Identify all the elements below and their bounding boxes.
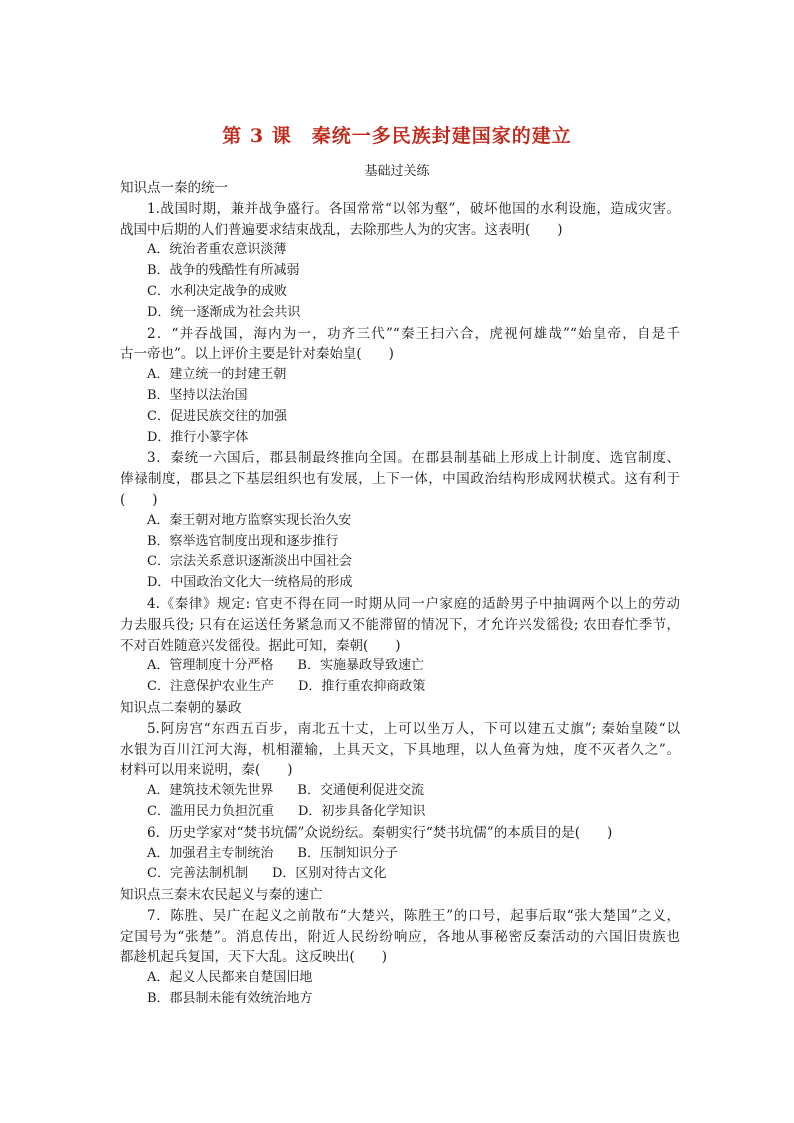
question-text: 材料可以用来说明，秦( ) <box>120 762 293 779</box>
option-a: A．建立统一的封建王朝 <box>147 367 287 383</box>
question-text: 6．历史学家对“焚书坑儒”众说纷纭。秦朝实行“焚书坑儒”的本质目的是( ) <box>147 824 613 841</box>
option-c: C．促进民族交往的加强 <box>147 408 287 424</box>
question-text: 古一帝也”。以上评价主要是针对秦始皇( ) <box>120 346 394 363</box>
question-text: 都趁机起兵复国，天下大乱。这反映出( ) <box>120 949 388 966</box>
option-row <box>120 802 680 823</box>
option-row <box>120 844 680 865</box>
option-row <box>120 677 680 698</box>
option-row <box>120 864 680 885</box>
question-text: 不对百姓随意兴发徭役。据此可知，秦朝( ) <box>120 637 401 654</box>
option-b: B．压制知识分子 <box>297 845 398 861</box>
option-c: C．水利决定战争的成败 <box>147 283 287 299</box>
option-row <box>120 656 680 677</box>
option-c: C．完善法制机制 <box>147 866 248 882</box>
option-c: C．宗法关系意识逐渐淡出中国社会 <box>147 554 352 570</box>
question-text: 1.战国时期，兼并战争盛行。各国常常“以邻为壑”，破坏他国的水利设施，造成灾害。 <box>147 200 680 217</box>
knowledge-point-heading: 知识点一秦的统一 <box>120 180 228 196</box>
option-d: D．统一逐渐成为社会共识 <box>147 304 301 320</box>
option-a: A．秦王朝对地方监察实现长治久安 <box>147 512 352 528</box>
question-text: 力去服兵役; 只有在运送任务紧急而又不能滞留的情况下，才允许兴发徭役; 农田春忙季节， <box>120 616 680 633</box>
option-a: A．管理制度十分严格 <box>147 658 274 674</box>
question-text: 2．“并吞战国，海内为一，功齐三代”“秦王扫六合，虎视何雄哉”“始皇帝，自是千 <box>147 325 680 342</box>
option-d: D．初步具备化学知识 <box>297 803 426 819</box>
question-text: 水银为百川江河大海，机相灌输，上具天文，下具地理，以人鱼膏为烛，度不灭者久之”。 <box>120 741 680 758</box>
option-a: A．统治者重农意识淡薄 <box>147 242 287 258</box>
question-content <box>120 178 680 1010</box>
section-subtitle: 基础过关练 <box>364 164 430 179</box>
option-c: C．滥用民力负担沉重 <box>147 803 274 819</box>
knowledge-point-heading: 知识点二秦朝的暴政 <box>120 699 242 716</box>
option-c: C．注意保护农业生产 <box>147 679 274 695</box>
option-a: A．建筑技术领先世界 <box>147 783 274 799</box>
option-b: B．察举选官制度出现和逐步推行 <box>147 533 339 549</box>
question-text: 俸禄制度，郡县之下基层组织也有发展，上下一体，中国政治结构形成网状模式。这有利于 <box>120 471 680 488</box>
option-a: A．加强君主专制统治 <box>147 845 274 861</box>
option-b: B．交通便利促进交流 <box>297 783 424 799</box>
option-d: D．推行小篆字体 <box>147 429 249 445</box>
option-b: B．坚持以法治国 <box>147 387 248 403</box>
question-text: ( ) <box>120 491 158 508</box>
lesson-title: 第 3 课 秦统一多民族封建国家的建立 <box>222 125 572 147</box>
option-a: A．起义人民都来自楚国旧地 <box>147 970 313 986</box>
option-d: D．中国政治文化大一统格局的形成 <box>147 575 353 591</box>
question-text: 定国号为“张楚”。消息传出，附近人民纷纷响应，各地从事秘密反秦活动的六国旧贵族也 <box>120 928 680 945</box>
question-text: 战国中后期的人们普遍要求结束战乱，去除那些人为的灾害。这表明( ) <box>120 221 563 238</box>
question-text: 3．秦统一六国后，郡县制最终推向全国。在郡县制基础上形成上计制度、选官制度、 <box>147 450 680 467</box>
question-text: 4.《秦律》规定: 官吏不得在同一时期从同一户家庭的适龄男子中抽调两个以上的劳动 <box>147 595 680 612</box>
knowledge-point-heading: 知识点三秦末农民起义与秦的速亡 <box>120 887 323 904</box>
question-text: 7．陈胜、吴广在起义之前散布“大楚兴，陈胜王”的口号，起事后取“张大楚国”之义， <box>147 907 680 924</box>
option-row <box>120 781 680 802</box>
option-d: D．区别对待古文化 <box>271 866 387 882</box>
option-b: B．郡县制未能有效统治地方 <box>147 991 313 1007</box>
question-text: 5.阿房宫“东西五百步，南北五十丈，上可以坐万人，下可以建五丈旗”; 秦始皇陵“以 <box>147 720 680 737</box>
option-b: B．实施暴政导致速亡 <box>297 658 424 674</box>
option-d: D．推行重农抑商政策 <box>297 679 426 695</box>
option-b: B．战争的残酷性有所减弱 <box>147 263 300 279</box>
